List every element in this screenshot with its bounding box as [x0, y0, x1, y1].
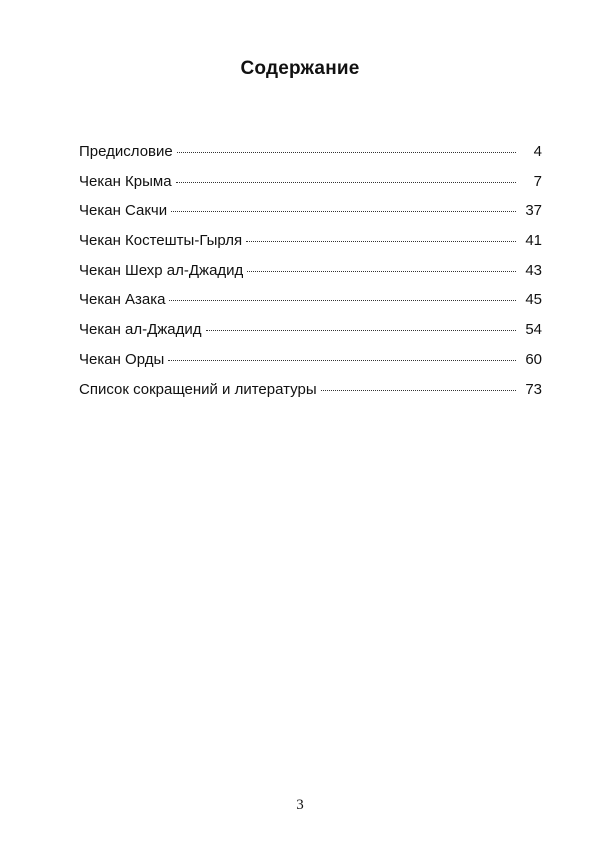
toc-entry — [79, 381, 542, 411]
toc-leader-dots — [321, 390, 516, 391]
toc-entry-label: Предисловие — [79, 143, 173, 160]
toc-entry-label: Чекан Азака — [79, 291, 166, 309]
toc-entry — [79, 351, 542, 381]
toc-entry — [79, 262, 542, 292]
toc-entry-page: 45 — [525, 291, 542, 309]
toc-leader-dots — [169, 300, 516, 301]
toc-leader-dots — [246, 241, 516, 242]
toc-entry-page: 54 — [525, 321, 542, 339]
toc-entry-label: Чекан Костешты-Гырля — [79, 232, 243, 250]
toc-entry-page: 7 — [533, 172, 542, 190]
toc-entry-label: Чекан Орды — [79, 350, 165, 368]
toc-entry — [79, 143, 542, 173]
toc-entry-page: 37 — [525, 202, 542, 220]
toc-entry-page: 41 — [525, 232, 542, 250]
toc-entry-page: 4 — [533, 143, 542, 160]
toc-leader-dots — [177, 152, 516, 153]
toc-entry-label: Список сокращений и литературы — [79, 380, 317, 398]
toc-leader-dots — [176, 182, 516, 183]
toc-entry-page: 73 — [525, 380, 542, 398]
toc-entry — [79, 173, 542, 203]
toc-entry-label: Чекан Шехр ал-Джадид — [79, 261, 244, 279]
toc-entry — [79, 291, 542, 321]
toc-entry-page: 43 — [525, 261, 542, 279]
toc-entry — [79, 232, 542, 262]
toc-leader-dots — [168, 360, 516, 361]
toc-entry-page: 60 — [525, 350, 542, 368]
page-title: Содержание — [240, 58, 360, 79]
toc-entry — [79, 321, 542, 351]
toc-entry-label: Чекан ал-Джадид — [79, 321, 202, 339]
toc-entry-label: Чекан Крыма — [79, 172, 172, 190]
toc-entry-label: Чекан Сакчи — [79, 202, 168, 220]
toc-leader-dots — [171, 211, 516, 212]
toc-entry — [79, 202, 542, 232]
table-of-contents — [79, 143, 542, 410]
toc-leader-dots — [206, 330, 516, 331]
page-number: 3 — [296, 797, 304, 813]
toc-leader-dots — [247, 271, 516, 272]
